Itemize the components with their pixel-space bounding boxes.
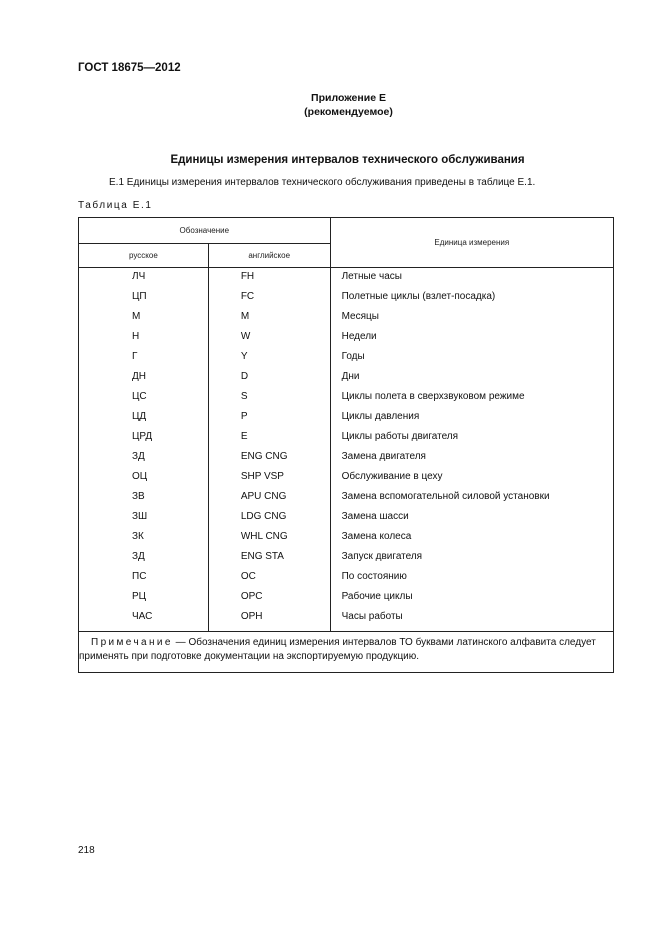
- cell-english: LDG CNG: [208, 511, 330, 531]
- table-row: [79, 551, 614, 571]
- cell-russian: ЗД: [79, 551, 209, 571]
- cell-russian: ЗШ: [79, 511, 209, 531]
- table-row: [79, 351, 614, 371]
- cell-russian: ПС: [79, 571, 209, 591]
- note-label: Примечание: [91, 637, 173, 648]
- table-row: [79, 331, 614, 351]
- cell-unit: Дни: [330, 371, 613, 391]
- cell-unit: Замена шасси: [330, 511, 613, 531]
- page-number: 218: [78, 845, 95, 856]
- cell-english: Y: [208, 351, 330, 371]
- cell-english: FC: [208, 291, 330, 311]
- cell-russian: ЦРД: [79, 431, 209, 451]
- table-row: [79, 411, 614, 431]
- cell-russian: Г: [79, 351, 209, 371]
- cell-russian: ОЦ: [79, 471, 209, 491]
- cell-russian: ЦД: [79, 411, 209, 431]
- cell-russian: Н: [79, 331, 209, 351]
- note-text: — Обозначения единиц измерения интервалов ТО буквами латинского алфавита следует применять при подготовке документации на экспортируемую продукцию.: [79, 637, 596, 662]
- cell-russian: ЦП: [79, 291, 209, 311]
- cell-english: E: [208, 431, 330, 451]
- cell-unit: Рабочие циклы: [330, 591, 613, 611]
- cell-unit: По состоянию: [330, 571, 613, 591]
- table-caption: Таблица Е.1: [78, 200, 153, 211]
- document-header: ГОСТ 18675—2012: [78, 62, 181, 74]
- cell-unit: Замена вспомогательной силовой установки: [330, 491, 613, 511]
- cell-russian: ЗД: [79, 451, 209, 471]
- table-body: [79, 268, 614, 632]
- cell-english: OPC: [208, 591, 330, 611]
- table-row: [79, 371, 614, 391]
- cell-russian: ДН: [79, 371, 209, 391]
- cell-english: W: [208, 331, 330, 351]
- cell-unit: Циклы давления: [330, 411, 613, 431]
- cell-unit: Замена колеса: [330, 531, 613, 551]
- cell-english: SHP VSP: [208, 471, 330, 491]
- cell-unit: Годы: [330, 351, 613, 371]
- cell-english: WHL CNG: [208, 531, 330, 551]
- cell-russian: М: [79, 311, 209, 331]
- header-english: английское: [208, 244, 330, 268]
- table-row: [79, 491, 614, 511]
- cell-unit: Летные часы: [330, 271, 613, 291]
- cell-unit: Полетные циклы (взлет-посадка): [330, 291, 613, 311]
- appendix-subtitle: (рекомендуемое): [304, 106, 393, 118]
- cell-english: OPH: [208, 611, 330, 632]
- cell-english: OC: [208, 571, 330, 591]
- cell-english: P: [208, 411, 330, 431]
- table-row: [79, 391, 614, 411]
- table-row: [79, 471, 614, 491]
- cell-english: S: [208, 391, 330, 411]
- table-row: [79, 611, 614, 632]
- cell-unit: Обслуживание в цеху: [330, 471, 613, 491]
- table-row: [79, 291, 614, 311]
- cell-english: M: [208, 311, 330, 331]
- cell-english: FH: [208, 271, 330, 291]
- table-row: [79, 431, 614, 451]
- appendix-title: Приложение Е: [311, 92, 386, 104]
- table-row: [79, 311, 614, 331]
- cell-unit: Месяцы: [330, 311, 613, 331]
- cell-unit: Недели: [330, 331, 613, 351]
- cell-russian: ЗК: [79, 531, 209, 551]
- cell-unit: Замена двигателя: [330, 451, 613, 471]
- cell-english: D: [208, 371, 330, 391]
- cell-russian: ЧАС: [79, 611, 209, 632]
- table-row: [79, 591, 614, 611]
- header-russian: русское: [79, 244, 209, 268]
- units-table: [78, 217, 614, 673]
- table-row: [79, 451, 614, 471]
- header-designation: Обозначение: [79, 218, 331, 244]
- cell-unit: Запуск двигателя: [330, 551, 613, 571]
- cell-english: ENG CNG: [208, 451, 330, 471]
- table-row: [79, 571, 614, 591]
- cell-unit: Часы работы: [330, 611, 613, 632]
- cell-russian: ЛЧ: [79, 271, 209, 291]
- cell-unit: Циклы полета в сверхзвуковом режиме: [330, 391, 613, 411]
- section-title: Единицы измерения интервалов технического обслуживания: [170, 154, 525, 166]
- table-note: [79, 632, 614, 673]
- cell-english: APU CNG: [208, 491, 330, 511]
- cell-russian: РЦ: [79, 591, 209, 611]
- table-row: [79, 511, 614, 531]
- table-row: [79, 531, 614, 551]
- cell-russian: ЗВ: [79, 491, 209, 511]
- cell-russian: ЦС: [79, 391, 209, 411]
- intro-paragraph: Е.1 Единицы измерения интервалов технического обслуживания приведены в таблице Е.1.: [109, 177, 536, 188]
- header-unit: Единица измерения: [330, 218, 613, 268]
- table-row: [79, 271, 614, 291]
- cell-unit: Циклы работы двигателя: [330, 431, 613, 451]
- cell-english: ENG STA: [208, 551, 330, 571]
